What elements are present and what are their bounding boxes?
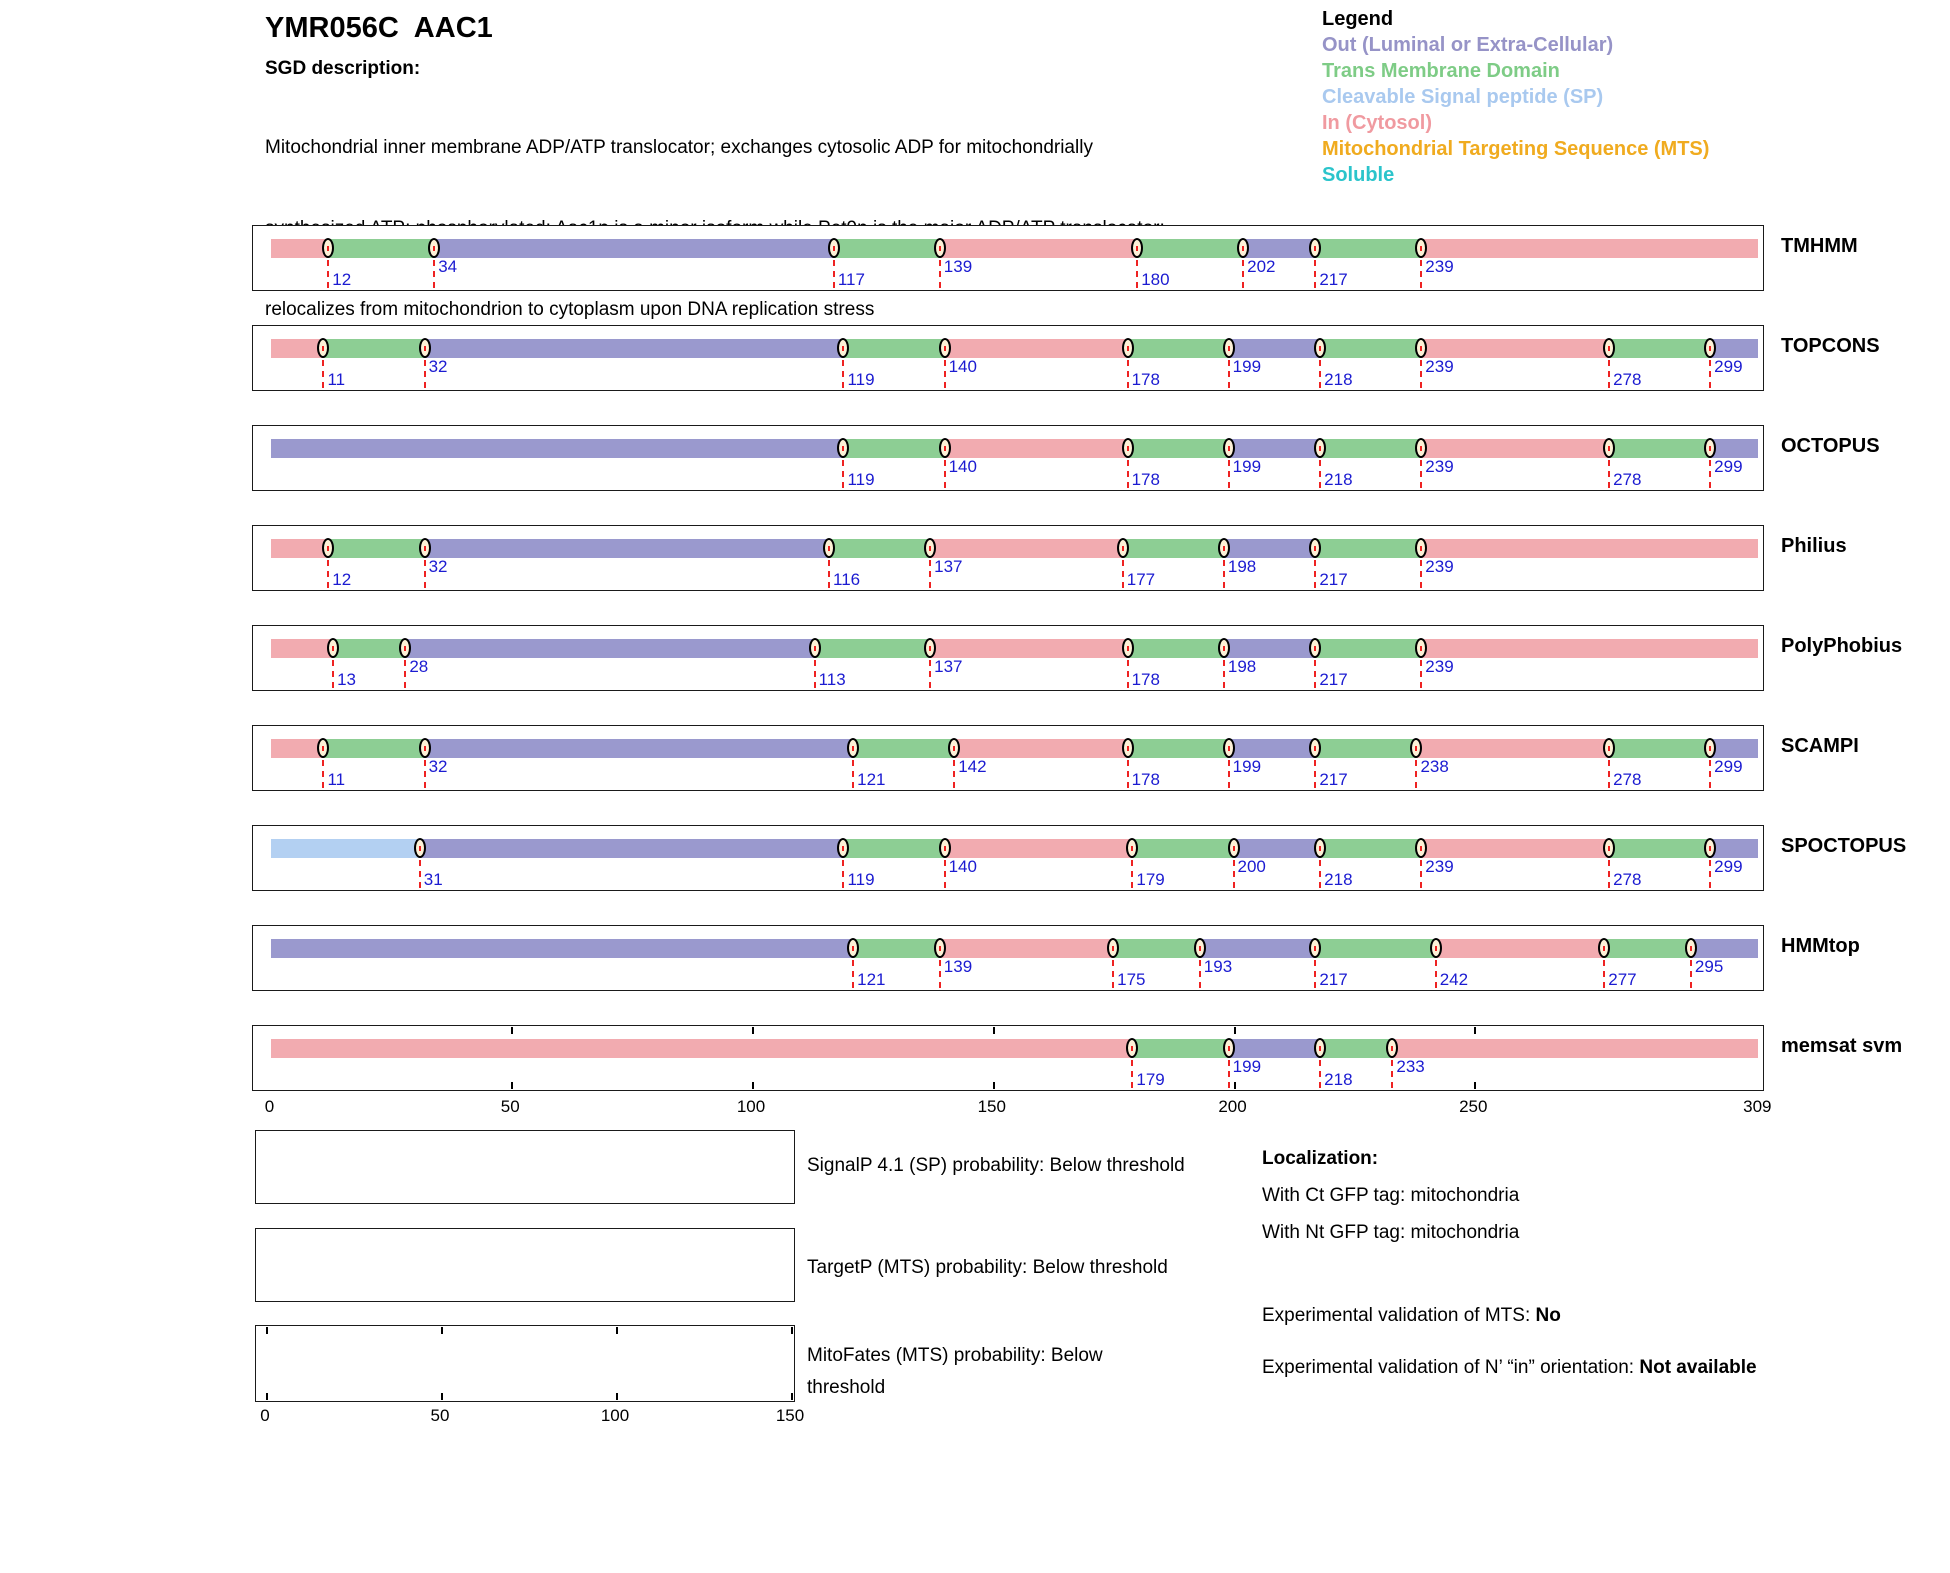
plot-tick xyxy=(616,1327,618,1334)
topology-segment-in xyxy=(1436,939,1605,958)
topology-segment-tm xyxy=(1320,839,1421,858)
mitofates-probability-plot xyxy=(255,1325,795,1402)
topology-segment-out xyxy=(1229,739,1316,758)
boundary-marker xyxy=(1603,338,1615,358)
boundary-label: 218 xyxy=(1324,370,1353,389)
legend-item-transmembrane: Trans Membrane Domain xyxy=(1322,60,1560,82)
boundary-label: 217 xyxy=(1319,670,1348,689)
boundary-label: 277 xyxy=(1608,970,1637,989)
boundary-label: 31 xyxy=(423,870,443,889)
legend-item-signal-peptide: Cleavable Signal peptide (SP) xyxy=(1322,86,1604,108)
topology-segment-out xyxy=(1224,639,1315,658)
plot-tick xyxy=(1234,1027,1236,1034)
boundary-label: 218 xyxy=(1324,1070,1353,1089)
topology-segment-out xyxy=(1229,339,1320,358)
residue-axis-tick-label: 150 xyxy=(977,1097,1006,1116)
plot-tick xyxy=(441,1393,443,1400)
plot-tick xyxy=(616,1393,618,1400)
topology-segment-tm xyxy=(1604,939,1691,958)
topology-segment-in xyxy=(930,539,1123,558)
topology-segment-out xyxy=(425,539,829,558)
boundary-label: 217 xyxy=(1319,770,1348,789)
residue-axis-tick-label: 309 xyxy=(1743,1097,1772,1116)
boundary-label: 239 xyxy=(1425,657,1454,676)
plot-tick xyxy=(266,1393,268,1400)
boundary-label: 239 xyxy=(1425,357,1454,376)
mitofates-label: MitoFates (MTS) probability: Below threshold xyxy=(807,1345,1103,1398)
track-row-topcons xyxy=(252,325,1764,391)
mts-validation xyxy=(1262,1305,1561,1327)
boundary-label: 199 xyxy=(1232,1057,1262,1076)
topology-segment-in xyxy=(271,639,334,658)
topology-segment-tm xyxy=(853,939,940,958)
topology-segment-out xyxy=(1710,839,1758,858)
topology-segment-tm xyxy=(1609,339,1710,358)
legend-item-in-cytosol: In (Cytosol) xyxy=(1322,112,1432,134)
boundary-marker xyxy=(1218,638,1230,658)
boundary-label: 32 xyxy=(428,757,448,776)
mts-validation-value: No xyxy=(1535,1305,1561,1326)
topology-segment-in xyxy=(271,339,324,358)
topology-segment-out xyxy=(434,239,834,258)
boundary-marker xyxy=(828,238,840,258)
boundary-label: 239 xyxy=(1425,857,1454,876)
plot-tick xyxy=(993,1082,995,1089)
topology-segment-in xyxy=(1421,339,1609,358)
track-label-memsat-svm: memsat svm xyxy=(1781,1035,1903,1057)
topology-segment-in xyxy=(1421,539,1758,558)
boundary-marker xyxy=(419,538,431,558)
boundary-label: 199 xyxy=(1232,357,1262,376)
boundary-marker xyxy=(939,338,951,358)
topology-segment-in xyxy=(271,239,329,258)
topology-segment-tm xyxy=(323,739,424,758)
topology-segment-in xyxy=(271,739,324,758)
topology-segment-in xyxy=(271,1039,1133,1058)
boundary-label: 202 xyxy=(1247,257,1276,276)
topology-segment-tm xyxy=(1113,939,1200,958)
plot-tick xyxy=(791,1393,793,1400)
topology-segment-tm xyxy=(853,739,954,758)
topology-segment-out xyxy=(1229,1039,1320,1058)
orientation-validation-label: Experimental validation of N’ “in” orientation: xyxy=(1262,1357,1640,1378)
topology-segment-tm xyxy=(829,539,930,558)
topology-segment-out xyxy=(1710,439,1758,458)
track-label-tmhmm: TMHMM xyxy=(1781,235,1858,257)
boundary-label: 239 xyxy=(1425,457,1454,476)
topology-segment-tm xyxy=(1315,239,1421,258)
track-label-octopus: OCTOPUS xyxy=(1781,435,1880,457)
boundary-label: 119 xyxy=(847,870,875,889)
topology-segment-tm xyxy=(333,639,405,658)
topology-segment-in xyxy=(930,639,1127,658)
boundary-marker xyxy=(419,338,431,358)
boundary-label: 198 xyxy=(1227,557,1257,576)
topology-segment-tm xyxy=(1320,339,1421,358)
boundary-marker xyxy=(1223,338,1235,358)
plot-tick xyxy=(1474,1082,1476,1089)
track-row-memsat-svm xyxy=(252,1025,1764,1091)
boundary-marker xyxy=(1122,438,1134,458)
boundary-label: 199 xyxy=(1232,757,1262,776)
topology-segment-out xyxy=(1234,839,1321,858)
boundary-label: 178 xyxy=(1131,470,1160,489)
mitofates-axis-tick-label: 50 xyxy=(430,1406,450,1425)
topology-segment-tm xyxy=(1123,539,1224,558)
boundary-label: 175 xyxy=(1117,970,1146,989)
boundary-label: 119 xyxy=(847,470,875,489)
topology-segment-out xyxy=(425,339,844,358)
track-row-philius xyxy=(252,525,1764,591)
topology-segment-tm xyxy=(328,239,434,258)
residue-axis-tick-label: 50 xyxy=(500,1097,520,1116)
topology-segment-out xyxy=(1710,339,1758,358)
track-label-polyphobius: PolyPhobius xyxy=(1781,635,1903,657)
orientation-validation-value: Not available xyxy=(1639,1357,1757,1378)
plot-tick xyxy=(441,1327,443,1334)
track-row-tmhmm xyxy=(252,225,1764,291)
boundary-marker xyxy=(809,638,821,658)
topology-segment-tm xyxy=(1320,439,1421,458)
topology-segment-tm xyxy=(1609,739,1710,758)
boundary-label: 217 xyxy=(1319,570,1348,589)
topology-segment-tm xyxy=(328,539,424,558)
boundary-label: 139 xyxy=(943,957,973,976)
boundary-label: 218 xyxy=(1324,470,1353,489)
boundary-label: 198 xyxy=(1227,657,1257,676)
plot-tick xyxy=(791,1327,793,1334)
boundary-label: 178 xyxy=(1131,670,1160,689)
boundary-label: 199 xyxy=(1232,457,1262,476)
legend-item-soluble: Soluble xyxy=(1322,164,1395,186)
boundary-label: 295 xyxy=(1694,957,1724,976)
residue-axis-tick-label: 0 xyxy=(264,1097,275,1116)
boundary-label: 278 xyxy=(1613,370,1642,389)
track-row-scampi xyxy=(252,725,1764,791)
plot-tick xyxy=(1234,1082,1236,1089)
topology-segment-tm xyxy=(1137,239,1243,258)
topology-segment-tm xyxy=(834,239,940,258)
topology-segment-in xyxy=(1392,1039,1758,1058)
topology-segment-tm xyxy=(1128,639,1224,658)
boundary-label: 278 xyxy=(1613,770,1642,789)
topology-segment-in xyxy=(945,839,1133,858)
boundary-label: 299 xyxy=(1714,757,1743,776)
boundary-label: 140 xyxy=(948,357,977,376)
boundary-label: 239 xyxy=(1425,257,1454,276)
boundary-marker xyxy=(419,738,431,758)
boundary-label: 116 xyxy=(833,570,861,589)
track-label-topcons: TOPCONS xyxy=(1781,335,1880,357)
boundary-label: 121 xyxy=(857,770,886,789)
topology-segment-in xyxy=(1416,739,1609,758)
topology-segment-in xyxy=(1421,239,1758,258)
boundary-label: 180 xyxy=(1141,270,1170,289)
topology-segment-tm xyxy=(1609,839,1710,858)
topology-segment-out xyxy=(425,739,854,758)
residue-axis-tick-label: 100 xyxy=(736,1097,766,1116)
mitofates-axis-tick-label: 100 xyxy=(600,1406,630,1425)
boundary-label: 13 xyxy=(337,670,357,689)
topology-segment-tm xyxy=(1315,939,1435,958)
targetp-probability-plot xyxy=(255,1228,795,1302)
boundary-label: 119 xyxy=(847,370,875,389)
boundary-marker xyxy=(1194,938,1206,958)
description-line: Mitochondrial inner membrane ADP/ATP translocator; exchanges cytosolic ADP for mitochondrially xyxy=(265,137,1093,158)
orientation-validation xyxy=(1262,1352,1822,1384)
boundary-marker xyxy=(414,838,426,858)
track-row-spoctopus xyxy=(252,825,1764,891)
boundary-marker xyxy=(1685,938,1697,958)
boundary-label: 12 xyxy=(332,570,352,589)
residue-axis-tick-label: 200 xyxy=(1218,1097,1247,1116)
topology-segment-tm xyxy=(1128,339,1229,358)
topology-segment-tm xyxy=(1315,739,1416,758)
localization-heading: Localization: xyxy=(1262,1148,1379,1169)
boundary-label: 113 xyxy=(818,670,846,689)
boundary-label: 117 xyxy=(837,270,865,289)
topology-segment-in xyxy=(271,539,329,558)
boundary-marker xyxy=(327,638,339,658)
topology-segment-out xyxy=(1243,239,1315,258)
legend-item-mts: Mitochondrial Targeting Sequence (MTS) xyxy=(1322,138,1710,160)
boundary-marker xyxy=(939,838,951,858)
boundary-marker xyxy=(1122,338,1134,358)
boundary-label: 200 xyxy=(1237,857,1266,876)
boundary-label: 140 xyxy=(948,857,977,876)
mitofates-axis-tick-label: 0 xyxy=(260,1406,270,1425)
topology-segment-in xyxy=(940,239,1137,258)
boundary-label: 137 xyxy=(934,657,963,676)
residue-axis-tick-label: 250 xyxy=(1459,1097,1488,1116)
boundary-label: 28 xyxy=(409,657,429,676)
boundary-marker xyxy=(934,238,946,258)
boundary-label: 137 xyxy=(934,557,963,576)
topology-segment-tm xyxy=(843,439,944,458)
boundary-label: 179 xyxy=(1136,870,1165,889)
track-row-polyphobius xyxy=(252,625,1764,691)
topology-segment-in xyxy=(945,339,1128,358)
topology-segment-tm xyxy=(323,339,424,358)
legend xyxy=(1322,6,1709,188)
boundary-label: 278 xyxy=(1613,870,1642,889)
track-row-octopus xyxy=(252,425,1764,491)
boundary-label: 217 xyxy=(1319,270,1348,289)
boundary-label: 217 xyxy=(1319,970,1348,989)
track-label-hmmtop: HMMtop xyxy=(1781,935,1860,957)
topology-segment-out xyxy=(420,839,844,858)
boundary-label: 238 xyxy=(1420,757,1449,776)
plot-tick xyxy=(1474,1027,1476,1034)
boundary-label: 142 xyxy=(958,757,987,776)
topology-segment-out xyxy=(271,439,844,458)
topology-segment-in xyxy=(1421,439,1609,458)
boundary-label: 12 xyxy=(332,270,352,289)
plot-tick xyxy=(266,1327,268,1334)
plot-tick xyxy=(511,1082,513,1089)
boundary-label: 278 xyxy=(1613,470,1642,489)
mts-validation-label: Experimental validation of MTS: xyxy=(1262,1305,1536,1326)
boundary-label: 218 xyxy=(1324,870,1353,889)
boundary-marker xyxy=(1223,438,1235,458)
signalp-label: SignalP 4.1 (SP) probability: Below threshold xyxy=(807,1155,1185,1176)
boundary-marker xyxy=(1122,738,1134,758)
boundary-marker xyxy=(1603,438,1615,458)
topology-segment-in xyxy=(1421,839,1609,858)
page-title: YMR056C AAC1 xyxy=(265,12,493,44)
legend-item-out: Out (Luminal or Extra-Cellular) xyxy=(1322,34,1614,56)
topology-segment-tm xyxy=(1609,439,1710,458)
boundary-label: 140 xyxy=(948,457,977,476)
topology-segment-tm xyxy=(843,839,944,858)
localization-ct-gfp: With Ct GFP tag: mitochondria xyxy=(1262,1185,1520,1206)
boundary-label: 139 xyxy=(943,257,973,276)
boundary-label: 178 xyxy=(1131,370,1160,389)
boundary-marker xyxy=(1228,838,1240,858)
topology-segment-tm xyxy=(1320,1039,1392,1058)
track-label-philius: Philius xyxy=(1781,535,1847,557)
topology-segment-out xyxy=(1710,739,1758,758)
topology-segment-out xyxy=(1200,939,1316,958)
topology-segment-in xyxy=(1421,639,1758,658)
boundary-label: 193 xyxy=(1203,957,1233,976)
boundary-label: 11 xyxy=(327,770,346,789)
track-row-hmmtop xyxy=(252,925,1764,991)
boundary-label: 299 xyxy=(1714,857,1743,876)
boundary-label: 299 xyxy=(1714,457,1743,476)
boundary-label: 178 xyxy=(1131,770,1160,789)
track-label-scampi: SCAMPI xyxy=(1781,735,1859,757)
mitofates-axis-tick-label: 150 xyxy=(775,1406,805,1425)
plot-tick xyxy=(993,1027,995,1034)
boundary-marker xyxy=(1223,1038,1235,1058)
boundary-label: 177 xyxy=(1126,570,1156,589)
description-line: relocalizes from mitochondrion to cytoplasm upon DNA replication stress xyxy=(265,299,875,320)
topology-segment-in xyxy=(945,439,1128,458)
topology-segment-tm xyxy=(1128,439,1229,458)
plot-tick xyxy=(752,1082,754,1089)
boundary-label: 34 xyxy=(438,257,458,276)
localization-nt-gfp: With Nt GFP tag: mitochondria xyxy=(1262,1222,1520,1243)
boundary-label: 299 xyxy=(1714,357,1743,376)
boundary-label: 32 xyxy=(428,557,448,576)
topology-segment-out xyxy=(271,939,854,958)
topology-segment-tm xyxy=(1132,839,1233,858)
boundary-label: 233 xyxy=(1396,1057,1425,1076)
plot-tick xyxy=(511,1027,513,1034)
boundary-marker xyxy=(1223,738,1235,758)
topology-segment-out xyxy=(1691,939,1758,958)
topology-segment-in xyxy=(940,939,1113,958)
boundary-label: 32 xyxy=(428,357,448,376)
topology-segment-tm xyxy=(1132,1039,1228,1058)
boundary-marker xyxy=(1218,538,1230,558)
topology-segment-tm xyxy=(843,339,944,358)
targetp-label: TargetP (MTS) probability: Below threshold xyxy=(807,1257,1168,1278)
boundary-marker xyxy=(1603,738,1615,758)
track-label-spoctopus: SPOCTOPUS xyxy=(1781,835,1907,857)
topology-segment-tm xyxy=(815,639,931,658)
topology-segment-tm xyxy=(1128,739,1229,758)
topology-segment-in xyxy=(954,739,1127,758)
topology-segment-out xyxy=(405,639,814,658)
boundary-marker xyxy=(1603,838,1615,858)
topology-segment-out xyxy=(1224,539,1315,558)
boundary-label: 11 xyxy=(327,370,346,389)
boundary-label: 239 xyxy=(1425,557,1454,576)
plot-tick xyxy=(752,1027,754,1034)
boundary-label: 179 xyxy=(1136,1070,1165,1089)
sgd-description-heading: SGD description: xyxy=(265,58,421,79)
boundary-label: 242 xyxy=(1439,970,1469,989)
legend-title: Legend xyxy=(1322,8,1394,30)
topology-segment-sp xyxy=(271,839,420,858)
boundary-marker xyxy=(1430,938,1442,958)
boundary-marker xyxy=(1117,538,1129,558)
boundary-marker xyxy=(934,938,946,958)
boundary-marker xyxy=(823,538,835,558)
boundary-label: 121 xyxy=(857,970,886,989)
topology-segment-tm xyxy=(1315,639,1421,658)
topology-segment-out xyxy=(1229,439,1320,458)
signalp-probability-plot xyxy=(255,1130,795,1204)
boundary-marker xyxy=(939,438,951,458)
topology-segment-tm xyxy=(1315,539,1421,558)
boundary-marker xyxy=(1122,638,1134,658)
